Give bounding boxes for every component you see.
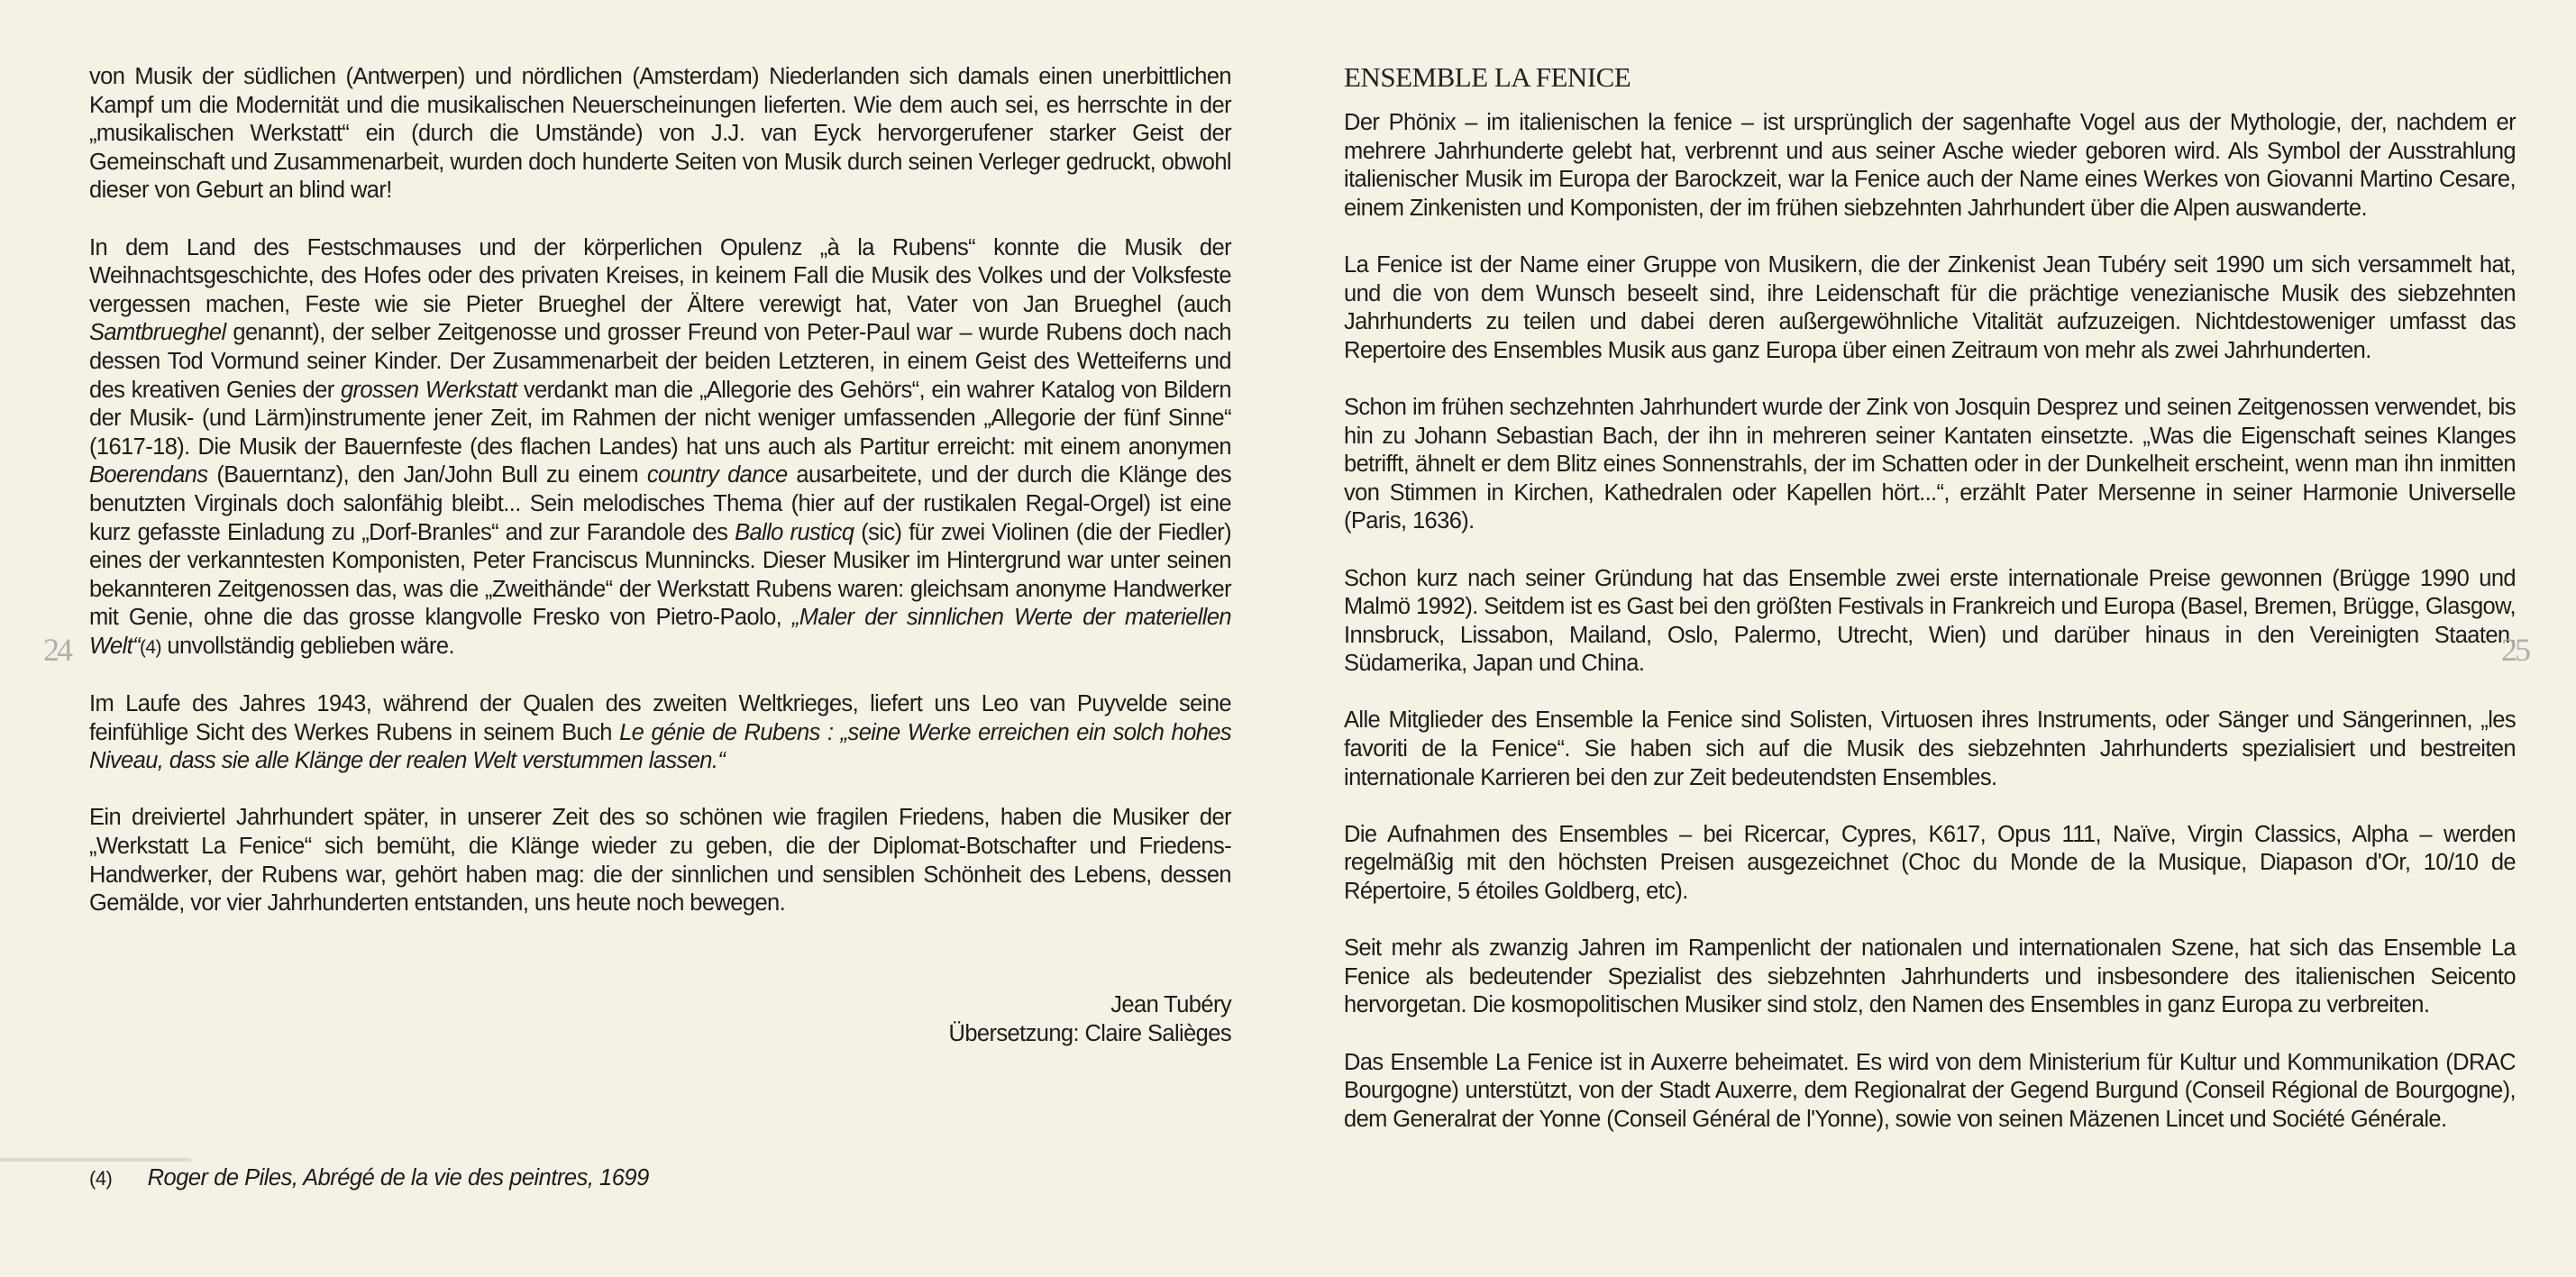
text-segment: Schon kurz nach seiner Gründung hat das Ensemble zwei erste internationale Preise gewonnen (Brügge 1990 und Malmö 1992). Seitdem ist es Gast bei den größten Festivals in Frankreich und Europa (Basel, Bremen, Brügge, Glasgow, Innsbruck, Lissabon, Mailand, Oslo, Palermo, Utrecht, Wien) und darüber hinaus in den Vereinigten Staaten, Südamerika, Japan und China. [1344,565,2516,677]
paragraph [89,234,1231,662]
footnote-mark: (4) [89,1167,113,1190]
text-segment: Der Phönix – im italienischen la fenice – ist ursprünglich der sagenhafte Vogel aus der Mythologie, der, nachdem er mehrere Jahrhunderte gelebt hat, verbrennt und aus seiner Asche wieder geboren wird. Als Symbol der Ausstrahlung italienischer Musik im Europa der Barockzeit, war la Fenice auch der Name eines Werkes von Giovanni Martino Cesare, einem Zinkenisten und Komponisten, der im frühen siebzehnten Jahrhundert über die Alpen auswanderte. [1344,110,2516,221]
italic-text: Le génie de Rubens : „seine Werke erreichen ein solch hohes Niveau, dass sie alle Klänge der realen Welt verstummen lassen.“ [89,719,1231,774]
text-segment: La Fenice ist der Name einer Gruppe von Musikern, die der Zinkenist Jean Tubéry seit 1990 um sich versammelt hat, und die von dem Wunsch beseelt sind, ihre Leidenschaft für die prächtige venezianische Musik des siebzehnten Jahrhunderts zu teilen und dabei deren außergewöhnliche Vitalität aufzuzeigen. Nichtdestoweniger umfasst das Repertoire des Ensembles Musik aus ganz Europa über einen Zeitraum von mehr als zwei Jahrhunderten. [1344,251,2516,363]
footnote [89,1164,649,1192]
paragraph [1344,394,2516,536]
page-number-left: 24 [43,632,70,668]
right-page-body [1344,109,2516,1134]
paragraph [1344,251,2516,365]
paragraph [1344,565,2516,679]
text-segment: (sic) für zwei Violinen (die der Fiedler) eines der verkanntesten Komponisten, Peter Franciscus Munnincks. Dieser Musiker im Hintergrund war unter seinen bekannteren Zeitgenossen das, was die „Zweithände“ der Werkstatt Rubens waren: gleichsam anonyme Handwerker mit Genie, ohne die das grosse klangvolle Fresko von Pietro-Paolo, [89,519,1231,631]
paragraph [1344,821,2516,907]
paragraph [1344,109,2516,223]
text-segment: In dem Land des Festschmauses und der körperlichen Opulenz „à la Rubens“ konnte die Musik der Weihnachtsgeschichte, des Hofes oder des privaten Kreises, in keinem Fall die Musik des Volkes und der Volksfeste vergessen machen, Feste wie sie Pieter Brueghel der Ältere verewigt hat, Vater von Jan Brueghel (auch [89,234,1231,317]
right-page [1288,0,2576,1277]
author-name: Jean Tubéry [1110,992,1231,1017]
italic-text: grossen Werkstatt [340,377,517,403]
text-segment: Das Ensemble La Fenice ist in Auxerre beheimatet. Es wird von dem Ministerium für Kultur und Kommunikation (DRAC Bourgogne) unterstützt, von der Stadt Auxerre, dem Regionalrat der Gegend Burgund (Conseil Régional de Bourgogne), dem Generalrat der Yonne (Conseil Général de l'Yonne), sowie von seinen Mäzenen Lincet und Société Générale. [1344,1049,2516,1132]
paragraph [89,804,1231,917]
italic-text: „Maler der sinnlichen Werte der materiellen Welt“ [89,605,1232,659]
text-segment: Im Laufe des Jahres 1943, während der Qualen des zweiten Weltkrieges, liefert uns Leo van Puyvelde seine feinfühlige Sicht des Werkes Rubens in seinem Buch [89,691,1231,745]
italic-text: Ballo rusticq [735,519,854,545]
italic-text: Samtbrueghel [89,320,226,346]
paragraph [1344,707,2516,792]
text-segment: Schon im frühen sechzehnten Jahrhundert wurde der Zink von Josquin Desprez und seinen Zeitgenossen verwendet, bis hin zu Johann Sebastian Bach, der ihn in mehreren seiner Kantaten einsetzte. „Was die Eigenschaft seines Klanges betrifft, ähnelt er dem Blitz eines Sonnenstrahls, der im Schatten oder in der Dunkelheit erscheint, wenn man ihn inmitten von Stimmen in Kirchen, Kathedralen oder Kapellen hört...“, erzählt Pater Mersenne in seiner Harmonie Universelle (Paris, 1636). [1344,394,2516,534]
italic-text: country dance [646,462,788,488]
left-page-body [89,63,1231,918]
section-heading: ENSEMBLE LA FENICE [1344,61,1631,93]
text-segment: Ein dreiviertel Jahrhundert später, in unserer Zeit des so schönen wie fragilen Friedens, haben die Musiker der „Werkstatt La Fenice“ sich bemüht, die Klänge wieder zu geben, die der Diplomat-Botschafter und Friedens-Handwerker, der Rubens war, gehört haben mag: die der sinnlichen und sensiblen Schönheit des Lebens, dessen Gemälde, vor vier Jahrhunderten entstanden, uns heute noch bewegen. [89,805,1231,917]
text-segment: Die Aufnahmen des Ensembles – bei Ricercar, Cypres, K617, Opus 111, Naïve, Virgin Classics, Alpha – werden regelmäßig mit den höchsten Preisen ausgezeichnet (Choc du Monde de la Musique, Diapason d'Or, 10/10 de Répertoire, 5 étoiles Goldberg, etc). [1344,821,2516,905]
paragraph [1344,1049,2516,1135]
text-segment: (Bauerntanz), den Jan/John Bull zu einem [207,462,647,488]
paragraph [1344,935,2516,1020]
italic-text: Boerendans [89,462,208,488]
text-segment: verdankt man die „Allegorie des Gehörs“, ein wahrer Katalog von Bildern der Musik- (und Lärm)instrumente jener Zeit, im Rahmen der nicht weniger umfassenden „Allegorie der fünf Sinne“ (1617-18). Die Musik der Bauernfeste (des flachen Landes) hat uns auch als Partitur erreicht: mit einem anonymen [89,377,1231,460]
signature-block [89,991,1231,1048]
paragraph [89,63,1231,205]
paragraph [89,690,1231,776]
text-segment: ausarbeitete, und der durch die Klänge des benutzten Virginals doch salonfähig bleibt... Sein melodisches Thema (hier auf der rustikalen Regal-Orgel) ist eine kurz gefasste Einladung zu „Dorf-Branles“ and zur Farandole des [89,462,1231,545]
footnote-divider [0,1158,191,1162]
text-segment: Seit mehr als zwanzig Jahren im Rampenlicht der nationalen und internationalen Szene, hat sich das Ensemble La Fenice als bedeutender Spezialist des siebzehnten Jahrhunderts und insbesondere des italienischen Seicento hervorgetan. Die kosmopolitischen Musiker sind stolz, den Namen des Ensembles in ganz Europa zu verbreiten. [1344,935,2516,1018]
page-number-right: 25 [2501,632,2528,668]
text-segment: Alle Mitglieder des Ensemble la Fenice sind Solisten, Virtuosen ihres Instruments, oder Sänger und Sängerinnen, „les favoriti de la Fenice“. Sie haben sich auf die Musik des siebzehnten Jahrhunderts spezialisiert und bestreiten internationale Karrieren bei den zur Zeit bedeutendsten Ensembles. [1344,707,2516,790]
footnote-text: Roger de Piles, Abrégé de la vie des peintres, 1699 [147,1165,649,1190]
text-segment: genannt), der selber Zeitgenosse und grosser Freund von Peter-Paul war – wurde Rubens doch nach dessen Tod Vormund seiner Kinder. Der Zusammenarbeit der beiden Letzteren, in einem Geist des Wetteiferns und des kreativen Genies der [89,320,1231,403]
text-segment: unvollständig geblieben wäre. [160,633,454,659]
footnote-reference: (4) [140,636,161,658]
translator-credit: Übersetzung: Claire Salièges [948,1020,1231,1046]
text-segment: von Musik der südlichen (Antwerpen) und nördlichen (Amsterdam) Niederlanden sich damals einen unerbittlichen Kampf um die Modernität und die musikalischen Neuerscheinungen lieferten. Wie dem auch sei, es herrschte in der „musikalischen Werkstatt“ ein (durch die Umstände) von J.J. van Eyck hervorgerufener starker Geist der Gemeinschaft und Zusammenarbeit, wurden doch hunderte Seiten von Musik durch seinen Verleger gedruckt, obwohl dieser von Geburt an blind war! [89,64,1231,204]
